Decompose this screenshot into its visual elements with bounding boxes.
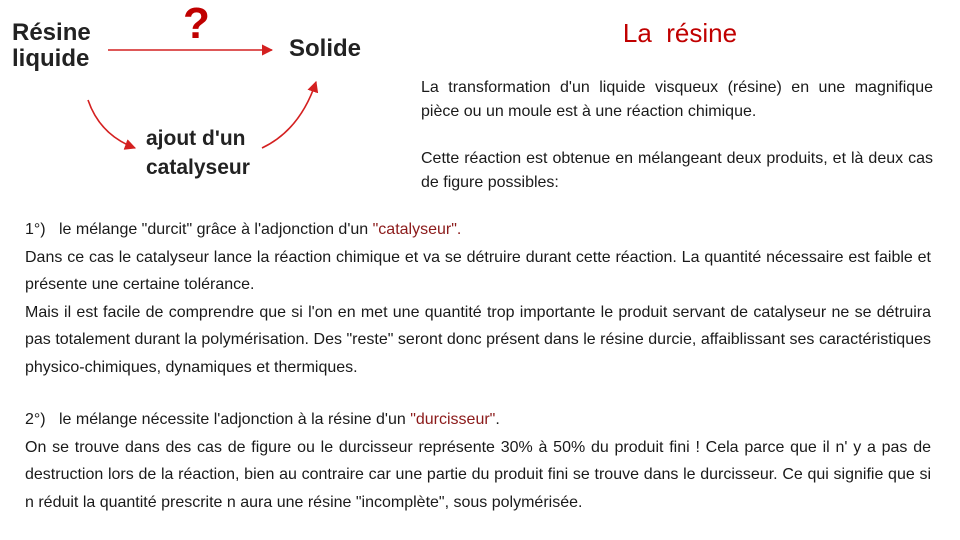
case-1-text-1: Dans ce cas le catalyseur lance la réaction chimique et va se détruire durant cette réaction. La quantité nécessaire est faible et présente une certaine tolérance. (25, 248, 931, 293)
case-1-lead: 1°) le mélange "durcit" grâce à l'adjonction d'un (25, 221, 373, 238)
case-1-heading (25, 216, 931, 244)
page-title: La résine (622, 18, 738, 48)
case-1-keyword: "catalyseur". (372, 221, 462, 238)
intro-paragraph-1: La transformation d'un liquide visqueux (résine) en une magnifique pièce ou un moule est à une réaction chimique. (421, 79, 933, 120)
case-2-text-1: On se trouve dans des cas de figure ou le durcisseur représente 30% à 50% du produit fini ! Cela parce que il n' y a pas de destruction lors de la réaction, bien au contraire car une partie du produit fini se trouve dans le durcisseur. Ce qui signifie que si n réduit la quantité prescrite n aura une résine "incomplète", sous polymérisée. (25, 438, 931, 511)
label-ajout-catalyseur: ajout d'un catalyseur (146, 127, 250, 179)
case-2-lead: 2°) le mélange nécessite l'adjonction à la résine d'un (25, 411, 411, 428)
question-mark: ? (183, 0, 210, 48)
case-2-heading (25, 406, 931, 434)
case-1-text-2: Mais il est facile de comprendre que si l'on en met une quantité trop importante le produit servant de catalyseur ne se détruira pas totalement durant la polymérisation. Des "reste" seront donc présent dans le résine durcie, affaiblissant ses caractéristiques physico-chimiques, dynamiques et thermiques. (25, 303, 931, 376)
case-2-section (25, 406, 931, 516)
case-2-lead-end: . (495, 411, 500, 428)
label-resine-liquide: Résine liquide (12, 19, 91, 72)
reaction-diagram (0, 0, 400, 200)
case-1-section (25, 216, 931, 381)
case-2-keyword: "durcisseur" (410, 411, 496, 428)
curved-arrow-left (88, 100, 135, 148)
intro-paragraph-2: Cette réaction est obtenue en mélangeant deux produits, et là deux cas de figure possibles: (421, 150, 933, 191)
label-solide: Solide (289, 35, 362, 62)
